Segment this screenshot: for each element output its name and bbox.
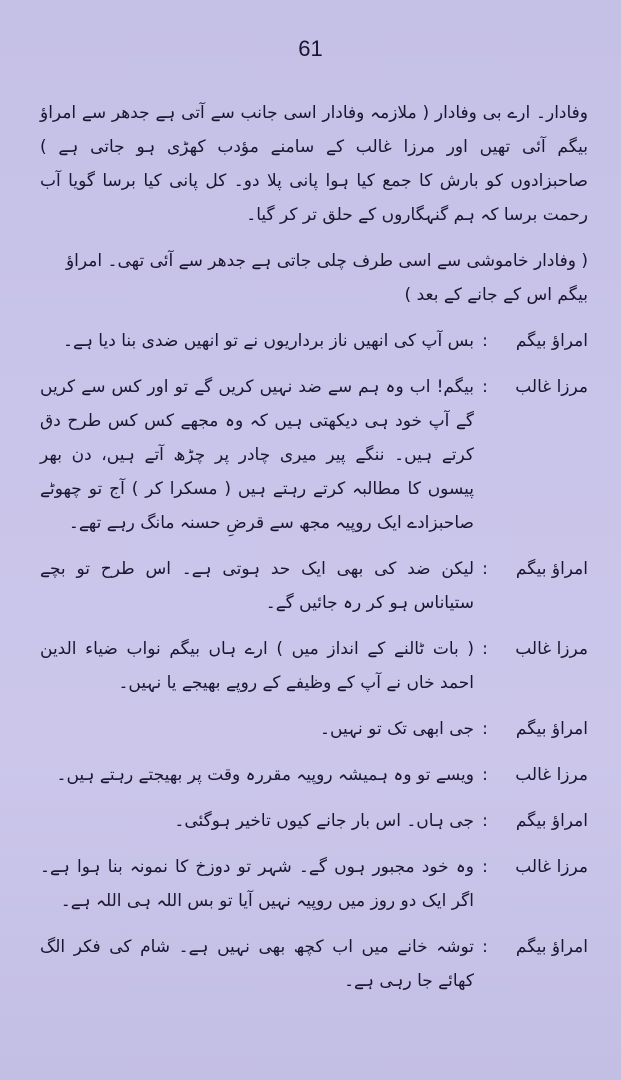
speech-text: وہ خود مجبور ہوں گے۔ شہر تو دوزخ کا نمونہ بنا ہوا ہے۔ اگر ایک دو روز میں روپیہ نہیں آیا تو بس اللہ ہی اللہ ہے۔ xyxy=(40,857,474,911)
dialogue-line xyxy=(40,712,588,746)
speech-text: ویسے تو وہ ہمیشہ روپیہ مقررہ وقت پر بھیجتے رہتے ہیں۔ xyxy=(56,765,474,785)
colon: : xyxy=(482,765,488,785)
speech-text: جی ابھی تک تو نہیں۔ xyxy=(320,719,474,739)
speaker-name: امراؤ بیگم xyxy=(515,937,588,957)
speaker-name: مرزا غالب xyxy=(515,857,588,877)
speech-text: بس آپ کی انھیں ناز برداریوں نے تو انھیں ضدی بنا دیا ہے۔ xyxy=(63,331,474,351)
colon: : xyxy=(482,811,488,831)
dialogue-line xyxy=(40,804,588,838)
speech-text: بیگم! اب وہ ہم سے ضد نہیں کریں گے تو اور کس سے کریں گے آپ خود ہی دیکھتی ہیں کہ وہ مجھے کس کس طرح دق کرتے ہیں۔ ننگے پیر میری چادر پر چڑھ آتے ہیں، دن بھر پیسوں کا مطالبہ کرتے رہتے ہیں ( مسکرا کر ) آج تو چھوٹے صاحبزادے ایک روپیہ مجھ سے قرضِ حسنہ مانگ رہے تھے۔ xyxy=(40,377,474,533)
colon: : xyxy=(482,937,488,957)
colon: : xyxy=(482,719,488,739)
speaker-name: امراؤ بیگم xyxy=(515,559,588,579)
speaker-name: امراؤ بیگم xyxy=(515,331,588,351)
speaker-name: مرزا غالب xyxy=(515,639,588,659)
colon: : xyxy=(482,377,488,397)
colon: : xyxy=(482,559,488,579)
intro-paragraph: وفادار۔ ارے بی وفادار ( ملازمہ وفادار اسی جانب سے آتی ہے جدھر سے امراؤ بیگم آئی تھیں اور مرزا غالب کے سامنے مؤدب کھڑی ہو جاتی ہے ) صاحبزادوں کو بارش کا جمع کیا ہوا پانی پلا دو۔ کل پانی کیا برسا گویا آب رحمت برسا کہ ہم گنہگاروں کے حلق تر کر گیا۔ xyxy=(40,103,588,225)
colon: : xyxy=(482,639,488,659)
page-number: 61 xyxy=(298,36,323,61)
dialogue-line xyxy=(40,552,588,620)
dialogue-line xyxy=(40,370,588,540)
speaker-name: مرزا غالب xyxy=(515,765,588,785)
speaker-name: امراؤ بیگم xyxy=(515,719,588,739)
colon: : xyxy=(482,331,488,351)
page-text xyxy=(40,96,588,1010)
speaker-name: مرزا غالب xyxy=(515,377,588,397)
dialogue-line xyxy=(40,632,588,700)
dialogue-line xyxy=(40,758,588,792)
stage-direction: ( وفادار خاموشی سے اسی طرف چلی جاتی ہے جدھر سے آئی تھی۔ امراؤ بیگم اس کے جانے کے بعد ) xyxy=(65,251,588,305)
dialogue-line xyxy=(40,930,588,998)
speech-text: جی ہاں۔ اس بار جانے کیوں تاخیر ہوگئی۔ xyxy=(174,811,474,831)
speech-text: توشہ خانے میں اب کچھ بھی نہیں ہے۔ شام کی فکر الگ کھائے جا رہی ہے۔ xyxy=(40,937,474,991)
speech-text: ( بات ٹالنے کے انداز میں ) ارے ہاں بیگم نواب ضیاء الدین احمد خاں نے آپ کے وظیفے کے روپے بھیجے یا نہیں۔ xyxy=(40,639,474,693)
speaker-name: امراؤ بیگم xyxy=(515,811,588,831)
dialogue-line xyxy=(40,324,588,358)
dialogue-line xyxy=(40,850,588,918)
colon: : xyxy=(482,857,488,877)
speech-text: لیکن ضد کی بھی ایک حد ہوتی ہے۔ اس طرح تو بچے ستیاناس ہو کر رہ جائیں گے۔ xyxy=(40,559,474,613)
